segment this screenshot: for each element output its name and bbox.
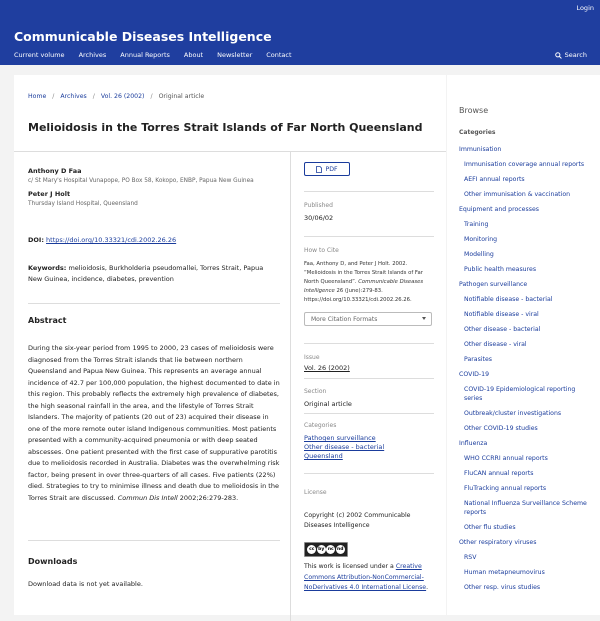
citation-formats-label: More Citation Formats <box>311 315 378 323</box>
login-link[interactable]: Login <box>576 4 594 12</box>
license-label: License <box>304 489 327 496</box>
breadcrumb <box>28 93 204 100</box>
section-value: Original article <box>304 400 352 408</box>
breadcrumb-current: Original article <box>158 93 205 100</box>
abstract-heading: Abstract <box>28 316 67 325</box>
sidebar-category-item[interactable]: Notifiable disease - bacterial <box>464 296 553 303</box>
published-date: 30/06/02 <box>304 214 334 222</box>
issue-link[interactable]: Vol. 26 (2002) <box>304 364 350 372</box>
sidebar-category-item[interactable]: RSV <box>464 554 477 562</box>
author-name: Peter J Holt <box>28 190 71 198</box>
nav-about[interactable]: About <box>183 51 204 59</box>
site-title[interactable]: Communicable Diseases Intelligence <box>14 29 272 44</box>
sidebar-category-item[interactable]: Immunisation coverage annual reports <box>464 161 585 168</box>
author <box>28 167 278 184</box>
sidebar-category-item[interactable]: WHO CCRRI annual reports <box>464 455 548 463</box>
site-header <box>0 0 600 65</box>
column-divider <box>290 151 291 621</box>
keywords-value: melioidosis, Burkholderia pseudomallei, Torres Strait, Papua New Guinea, incidence, diabetes, prevention <box>28 264 264 283</box>
copyright-text: Copyright (c) 2002 Communicable Diseases Intelligence <box>304 512 411 529</box>
sidebar-category-item[interactable]: Parasites <box>464 356 492 363</box>
nav-newsletter[interactable]: Newsletter <box>217 51 253 59</box>
details-divider <box>304 378 434 379</box>
issue-label: Issue <box>304 354 320 361</box>
citation-formats-dropdown[interactable] <box>304 312 432 326</box>
nav-current-volume[interactable]: Current volume <box>14 51 65 59</box>
license-pre: This work is licensed under a <box>304 563 396 570</box>
category-link[interactable]: Other disease - bacterial <box>304 443 385 451</box>
browse-heading: Browse <box>459 106 489 115</box>
abstract-text <box>28 343 280 504</box>
search-label: Search <box>564 51 587 59</box>
chevron-down-icon <box>422 317 426 320</box>
details-divider <box>304 191 434 192</box>
downloads-heading: Downloads <box>28 557 78 566</box>
article-title: Melioidosis in the Torres Strait Islands of Far North Queensland <box>28 121 423 134</box>
breadcrumb-home[interactable]: Home <box>28 93 47 100</box>
doi-link[interactable]: https://doi.org/10.33321/cdi.2002.26.26 <box>46 236 177 244</box>
sidebar-category-item[interactable]: FluTracking annual reports <box>464 485 547 493</box>
sidebar-category-item[interactable]: Immunisation <box>459 146 502 153</box>
authors-list <box>28 167 278 213</box>
license-link[interactable]: Creative Commons Attribution-NonCommercial-NoDerivatives 4.0 International License <box>304 563 427 591</box>
author <box>28 190 278 207</box>
keywords-divider <box>28 303 280 304</box>
sidebar-category-item[interactable]: Other immunisation & vaccination <box>464 191 571 198</box>
breadcrumb-separator: / <box>52 93 55 100</box>
nav-archives[interactable]: Archives <box>78 51 107 59</box>
breadcrumb-separator: / <box>92 93 95 100</box>
sidebar-category-item[interactable]: Equipment and processes <box>459 206 539 213</box>
downloads-text: Download data is not yet available. <box>28 580 143 588</box>
file-pdf-icon <box>316 166 322 173</box>
abstract-cite-rest: 2002;26:279-283. <box>177 493 239 502</box>
category-links <box>304 434 384 461</box>
sidebar-category-item[interactable]: Outbreak/cluster investigations <box>464 410 562 418</box>
details-divider <box>304 236 434 237</box>
keywords-row <box>28 263 278 284</box>
title-divider <box>14 151 446 152</box>
nd-icon: nd <box>337 547 344 552</box>
author-name: Anthony D Faa <box>28 167 82 175</box>
sidebar-category-item[interactable]: Other disease - bacterial <box>464 326 541 333</box>
sidebar-category-item[interactable]: COVID-19 <box>459 371 490 378</box>
sidebar-category-item[interactable]: Public health measures <box>464 266 537 273</box>
sidebar-category-item[interactable]: Other COVID-19 studies <box>464 425 538 433</box>
citation-text <box>304 260 434 305</box>
sidebar-category-item[interactable]: Modelling <box>464 251 494 258</box>
category-link[interactable]: Pathogen surveillance <box>304 434 376 442</box>
section-label: Section <box>304 388 327 395</box>
sidebar-category-item[interactable]: Human metapneumovirus <box>464 569 545 577</box>
sidebar-category-item[interactable]: Other disease - viral <box>464 341 527 348</box>
nav-contact[interactable]: Contact <box>266 51 292 59</box>
cc-icon: cc <box>309 547 315 552</box>
cite-label: How to Cite <box>304 247 339 254</box>
published-label: Published <box>304 202 333 209</box>
sidebar-category-item[interactable]: FluCAN annual reports <box>464 470 534 478</box>
sidebar-category-item[interactable]: Influenza <box>459 440 488 448</box>
breadcrumb-archives[interactable]: Archives <box>60 93 87 100</box>
citation-journal: Communicable Diseases Intelligence <box>304 279 424 294</box>
abstract-cite-journal: Commun Dis Intell <box>117 493 178 502</box>
doi-row <box>28 236 176 244</box>
license-text <box>304 562 436 594</box>
sidebar-category-item[interactable]: Pathogen surveillance <box>459 281 528 288</box>
sidebar-category-item[interactable]: Training <box>464 221 489 228</box>
details-divider <box>304 343 434 344</box>
sidebar-category-item[interactable]: AEFI annual reports <box>464 176 525 183</box>
breadcrumb-issue[interactable]: Vol. 26 (2002) <box>100 93 145 100</box>
license-post: . <box>426 584 429 591</box>
category-list <box>459 145 595 598</box>
doi-label: DOI: <box>28 236 44 244</box>
categories-heading: Categories <box>459 129 496 136</box>
author-affiliation: Thursday Island Hospital, Queensland <box>28 201 138 207</box>
sidebar-category-item[interactable]: Monitoring <box>464 236 498 243</box>
pdf-button[interactable] <box>304 162 350 176</box>
abstract-divider <box>28 540 280 541</box>
by-icon: by <box>318 547 325 552</box>
cc-license-badge[interactable] <box>304 542 348 557</box>
page-body <box>0 65 600 600</box>
citation-post: 26 (June):279-83. https://doi.org/10.33321/cdi.2002.26.26. <box>304 288 412 303</box>
sidebar-category-item[interactable]: Other resp. virus studies <box>464 584 541 592</box>
search-icon <box>555 52 562 59</box>
pdf-label: PDF <box>325 165 338 173</box>
sidebar-category-item[interactable]: Other respiratory viruses <box>459 539 537 547</box>
sidebar <box>447 75 600 615</box>
search-link[interactable] <box>555 51 587 59</box>
sidebar-category-item[interactable]: COVID-19 Epidemiological reporting series <box>464 386 576 403</box>
details-divider <box>304 473 434 474</box>
details-divider <box>304 413 434 414</box>
category-link[interactable]: Queensland <box>304 452 343 460</box>
nc-icon: nc <box>327 547 334 552</box>
sidebar-category-item[interactable]: Other flu studies <box>464 524 516 532</box>
citation-pre: Faa, Anthony D, and Peter J Holt. 2002. “Melioidosis in the Torres Strait Islands of Far North Queensland”. <box>304 261 423 285</box>
author-affiliation: c/ St Mary's Hospital Vunapope, PO Box 58, Kokopo, ENBP, Papua New Guinea <box>28 178 254 184</box>
main-nav <box>14 51 306 59</box>
nav-annual-reports[interactable]: Annual Reports <box>120 51 170 59</box>
sidebar-category-item[interactable]: National Influenza Surveillance Scheme reports <box>464 500 587 517</box>
keywords-label: Keywords: <box>28 264 67 272</box>
sidebar-category-item[interactable]: Notifiable disease - viral <box>464 311 539 318</box>
categories-label: Categories <box>304 422 337 429</box>
breadcrumb-separator: / <box>150 93 153 100</box>
article-main <box>14 75 446 615</box>
abstract-body: During the six-year period from 1995 to 2000, 23 cases of melioidosis were diagnosed from the Torres Strait islands that lie between northern Queensland and Papua New Guinea. This represents an average annual incidence of 42.7 per 100,000 population, the highest documented to date in this region. This probably reflects the extremely high prevalence of diabetes, the high seasonal rainfall in the area, and the lifestyle of Torres Strait Islanders. The majority of patients (20 out of 23) acquired their disease in one of the more remote outer island Indigenous communities. Most patients presented with a community-acquired pneumonia or with deep seated abscesses. One patient presented with the first case of suppurative parotitis due to melioidosis recorded in Australia. Diabetes was the overwhelming risk factor, being present in over three-quarters of all cases. Five patients (22%) died. Strategies to try to minimise illness and death due to melioidosis in the Torres Strait are discussed. <box>28 344 280 502</box>
